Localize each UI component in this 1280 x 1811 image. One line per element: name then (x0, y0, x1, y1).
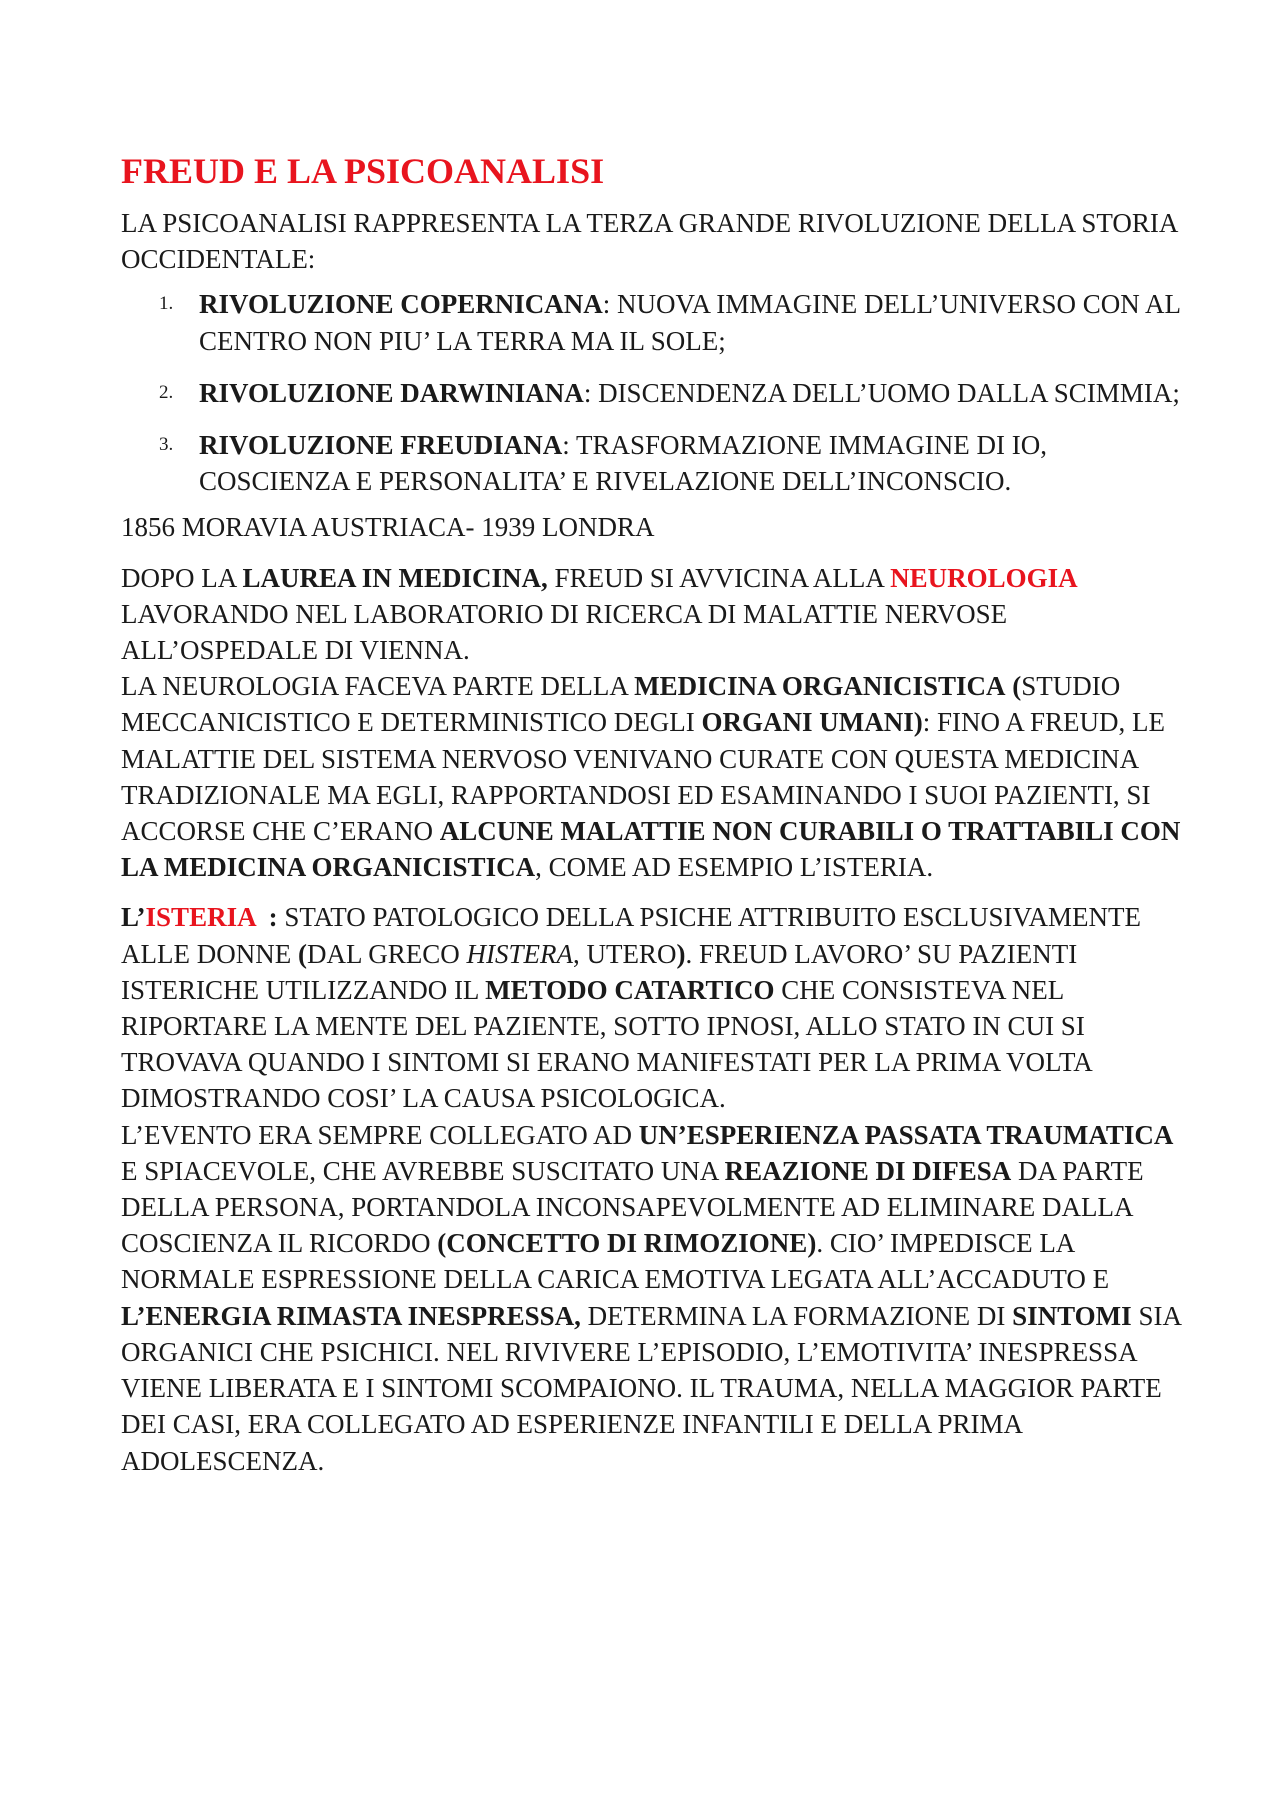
bold-run: ) (913, 707, 923, 738)
list-item (159, 427, 1181, 499)
list-item (159, 375, 1181, 411)
bold-run: METODO CATARTICO (485, 974, 775, 1005)
text-run: SIA ORGANICI CHE PSICHICI. NEL RIVIVERE L’EPISODIO, L’EMOTIVITA’ INESPRESSA VIENE LIBERATA E I SINTOMI SCOMPAIONO. IL TRAUMA, NELLA MAGGIOR PARTE DEI CASI, ERA COLLEGATO AD ESPERIENZE INFANTILI E DELLA PRIMA ADOLESCENZA. (121, 1300, 1181, 1476)
list-number: 1. (159, 293, 174, 315)
bold-run: MEDICINA ORGANICISTICA (634, 671, 1006, 702)
text-run: , UTERO (572, 938, 677, 969)
list-number: 3. (159, 434, 174, 456)
life-dates: 1856 MORAVIA AUSTRIACA- 1939 LONDRA (121, 512, 655, 543)
text-run: , COME AD ESEMPIO L’ISTERIA. (535, 852, 934, 883)
bold-run: : (255, 902, 278, 933)
list-number: 2. (159, 381, 174, 403)
revolution-term: RIVOLUZIONE COPERNICANA (199, 289, 603, 320)
bold-run: ( (297, 938, 307, 969)
revolution-description: : TRASFORMAZIONE IMMAGINE DI IO, COSCIENZA E PERSONALITA’ E RIVELAZIONE DELL’INCONSCIO. (199, 430, 1047, 497)
text-run: DETERMINA LA FORMAZIONE DI (580, 1300, 1013, 1331)
document-body (121, 148, 1181, 1479)
hysteria-paragraph (121, 899, 1181, 1478)
text-run: STUDIO MECCANICISTICO E DETERMINISTICO DEGLI (121, 671, 1121, 738)
revolution-term: RIVOLUZIONE FREUDIANA (199, 430, 563, 461)
revolution-description: : DISCENDENZA DELL’UOMO DALLA SCIMMIA; (583, 377, 1180, 408)
text-run: E SPIACEVOLE, CHE AVREBBE SUSCITATO UNA (121, 1155, 725, 1186)
bold-run: REAZIONE DI DIFESA (724, 1155, 1012, 1186)
text-run: L’EVENTO ERA SEMPRE COLLEGATO AD (121, 1119, 639, 1150)
bold-run: ALCUNE MALATTIE NON CURABILI O TRATTABILI CON LA MEDICINA ORGANICISTICA (121, 816, 1181, 883)
text-run: FREUD SI AVVICINA ALLA (547, 562, 891, 593)
bold-run: ORGANI UMANI (701, 707, 914, 738)
text-run: LAVORANDO NEL LABORATORIO DI RICERCA DI MALATTIE NERVOSE ALL’OSPEDALE DI VIENNA. (121, 598, 1008, 666)
bold-run: ( (1012, 671, 1022, 702)
neurology-paragraph (121, 560, 1181, 886)
text-run: CHE CONSISTEVA NEL RIPORTARE LA MENTE DEL PAZIENTE, SOTTO IPNOSI, ALLO STATO IN CUI SI TROVAVA QUANDO I SINTOMI SI ERANO MANIFESTATI PER LA PRIMA VOLTA DIMOSTRANDO COSI’ LA CAUSA PSICOLOGICA. (121, 974, 1092, 1114)
revolutions-list (121, 286, 1181, 499)
bold-run: (CONCETTO DI RIMOZIONE) (437, 1228, 817, 1259)
bold-run: L’ (121, 902, 146, 933)
text-run: DA PARTE DELLA PERSONA, PORTANDOLA INCONSAPEVOLMENTE AD ELIMINARE DALLA COSCIENZA IL RICORDO (121, 1155, 1144, 1259)
highlight-run: NEUROLOGIA (890, 562, 1078, 593)
bold-run: L’ENERGIA RIMASTA INESPRESSA, (121, 1300, 581, 1331)
revolution-description: : NUOVA IMMAGINE DELL’UNIVERSO CON AL CENTRO NON PIU’ LA TERRA MA IL SOLE; (199, 289, 1181, 356)
highlight-run: ISTERIA (145, 902, 256, 933)
bold-run: SINTOMI (1012, 1300, 1132, 1331)
text-run: LA NEUROLOGIA FACEVA PARTE DELLA (121, 671, 635, 702)
bold-run: ) (676, 938, 686, 969)
text-run: DAL GRECO (306, 938, 467, 969)
list-item (159, 286, 1181, 358)
text-run: . CIO’ IMPEDISCE LA NORMALE ESPRESSIONE DELLA CARICA EMOTIVA LEGATA ALL’ACCADUTO E (121, 1228, 1110, 1295)
bold-run: UN’ESPERIENZA PASSATA TRAUMATICA (638, 1119, 1174, 1150)
text-run: : FINO A FREUD, LE MALATTIE DEL SISTEMA NERVOSO VENIVANO CURATE CON QUESTA MEDICINA TRADIZIONALE MA EGLI, RAPPORTANDOSI ED ESAMINANDO I SUOI PAZIENTI, SI ACCORSE CHE C’ERANO (121, 707, 1165, 847)
document-title: FREUD E LA PSICOANALISI (121, 151, 605, 191)
text-run: DOPO LA (121, 562, 243, 593)
text-run: STATO PATOLOGICO DELLA PSICHE ATTRIBUITO ESCLUSIVAMENTE ALLE DONNE (121, 902, 1142, 969)
intro-paragraph: LA PSICOANALISI RAPPRESENTA LA TERZA GRANDE RIVOLUZIONE DELLA STORIA OCCIDENTALE: (121, 208, 1177, 275)
bold-run: LAUREA IN MEDICINA, (242, 562, 548, 593)
text-run: . FREUD LAVORO’ SU PAZIENTI ISTERICHE UTILIZZANDO IL (121, 938, 1078, 1005)
revolution-term: RIVOLUZIONE DARWINIANA (199, 377, 584, 408)
italic-run: HISTERA (466, 938, 573, 969)
